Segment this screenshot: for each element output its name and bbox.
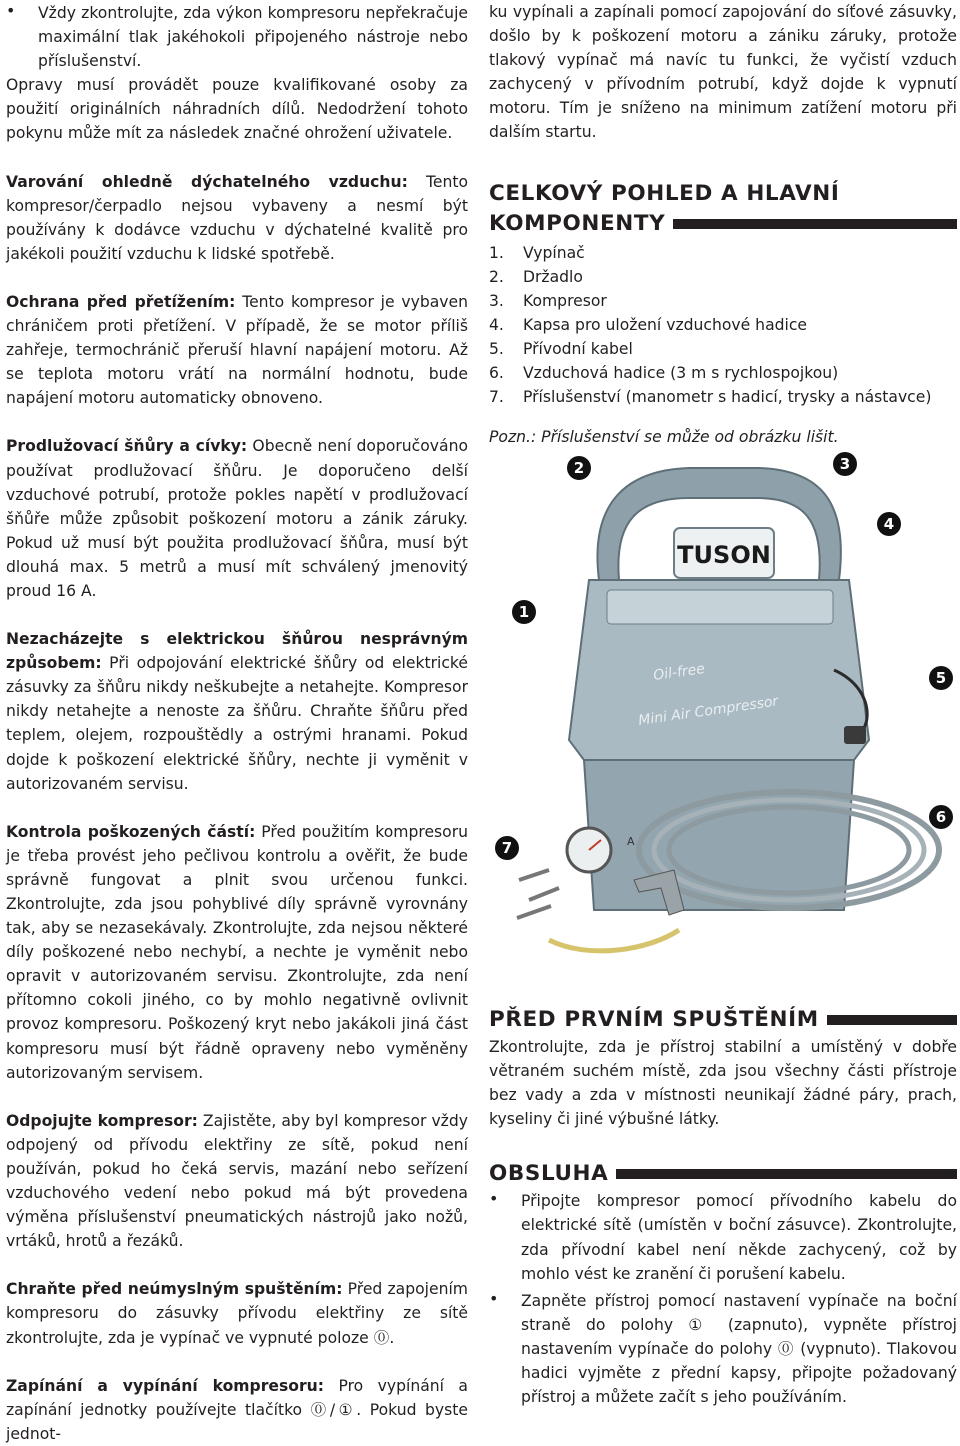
list-item bbox=[489, 361, 957, 385]
section-text: Před zapojením kompresoru do zásuvky přívodu elektřiny ze sítě zkontrolujte, zda je vypínač ve vypnuté poloze ⓪. bbox=[6, 1280, 468, 1347]
operation-bullet-2 bbox=[489, 1289, 957, 1409]
right-column-lower bbox=[489, 1005, 957, 1409]
section-breathing-air bbox=[6, 170, 468, 266]
section-title: Ochrana před přetížením: bbox=[6, 292, 236, 311]
section-extension-cords bbox=[6, 434, 468, 603]
accessory-hose bbox=[549, 930, 679, 951]
note: Pozn.: Příslušenství se může od obrázku lišit. bbox=[489, 428, 839, 447]
before-first-start-text: Zkontrolujte, zda je přístroj stabilní a umístěný v dobře větraném suchém místě, zda jsou všechny části přístroje bez vady a zda v místnosti neunikají žádné páry, prach, kyseliny či jiné výbušné látky. bbox=[489, 1038, 957, 1129]
item-label: Držadlo bbox=[523, 267, 583, 286]
before-first-start-heading bbox=[489, 1005, 957, 1035]
gauge-letter: A bbox=[627, 835, 635, 848]
list-item bbox=[489, 241, 957, 265]
hose-pocket bbox=[607, 590, 833, 624]
item-number: 2. bbox=[489, 267, 504, 286]
item-label: Kapsa pro uložení vzduchové hadice bbox=[523, 315, 808, 334]
section-title: Varování ohledně dýchatelného vzduchu: bbox=[6, 172, 408, 191]
marker-7: 7 bbox=[495, 836, 519, 860]
section-overload bbox=[6, 290, 468, 410]
section-title: Prodlužovací šňůry a cívky: bbox=[6, 437, 248, 456]
right-column bbox=[489, 0, 957, 449]
before-first-start-heading-text: PŘED PRVNÍM SPUŠTĚNÍM bbox=[489, 1007, 819, 1032]
marker-4: 4 bbox=[877, 512, 901, 536]
section-text: Při odpojování elektrické šňůry od elektrické zásuvky za šňůru nikdy neškubejte a netahejte. Kompresor nikdy netahejte a nenoste za šňůru. Chraňte šňůru před teplem, olejem, rozpouštědly a ostrými hranami. Pokud dojde k poškození elektrické šňůry, nechte ji vyměnit v autorizovaném servisu. bbox=[6, 654, 468, 793]
item-number: 1. bbox=[489, 243, 504, 262]
section-text: Zajistěte, aby byl kompresor vždy odpojený od přívodu elektřiny ze sítě, pokud není používán, pokud ho čeká servis, mazání nebo seřízení vzduchového vedení nebo pokud má být provedena výměna příslušenství pneumatických nástrojů jako nožů, vrtáků, hrotů a řezáků. bbox=[6, 1111, 468, 1251]
section-title: Odpojujte kompresor: bbox=[6, 1111, 198, 1130]
item-number: 3. bbox=[489, 291, 504, 310]
heading-rule bbox=[616, 1169, 957, 1179]
operation-heading bbox=[489, 1159, 957, 1189]
section-unintended-start bbox=[6, 1277, 468, 1349]
list-item bbox=[489, 385, 957, 409]
section-disconnect bbox=[6, 1109, 468, 1254]
section-damaged-parts bbox=[6, 820, 468, 1085]
marker-3: 3 bbox=[833, 452, 857, 476]
bullet-dot: • bbox=[489, 1189, 499, 1209]
side-text-oil-free: Oil-free bbox=[652, 660, 706, 684]
list-item bbox=[489, 337, 957, 361]
intro-bullet-text: Vždy zkontrolujte, zda výkon kompresoru nepřekračuje maximální tlak jakéhokoli připojeného nástroje nebo příslušenství. bbox=[38, 4, 468, 71]
section-power-cord bbox=[6, 627, 468, 796]
bullet-dot: • bbox=[6, 1, 16, 20]
marker-5: 5 bbox=[929, 666, 953, 690]
marker-6: 6 bbox=[929, 805, 953, 829]
section-title: Chraňte před neúmyslným spuštěním: bbox=[6, 1280, 343, 1299]
item-label: Přívodní kabel bbox=[523, 339, 633, 358]
compressor-figure bbox=[489, 440, 957, 990]
item-number: 5. bbox=[489, 339, 504, 358]
section-text: Tento kompresor/čerpadlo nejsou vybaveny a nesmí být používány k dodávce vzduchu v dýchatelné kvalitě pro jakékoli použití vzduchu k lidské spotřebě. bbox=[6, 172, 468, 263]
operation-heading-text: OBSLUHA bbox=[489, 1161, 609, 1187]
item-label: Vzduchová hadice (3 m s rychlospojkou) bbox=[523, 364, 839, 383]
item-label: Kompresor bbox=[523, 291, 607, 310]
marker-1: 1 bbox=[512, 600, 536, 624]
bullet-dot: • bbox=[489, 1288, 499, 1308]
list-item bbox=[489, 289, 957, 313]
heading-rule bbox=[673, 219, 957, 229]
heading-rule bbox=[827, 1015, 957, 1025]
section-title: Kontrola poškozených částí: bbox=[6, 822, 256, 841]
plug bbox=[844, 726, 866, 744]
section-title: Nezacházejte s elektrickou šňůrou nesprávným způsobem: bbox=[6, 630, 468, 673]
list-item bbox=[489, 313, 957, 337]
section-text: Před použitím kompresoru je třeba provést jeho pečlivou kontrolu a ověřit, že bude správně fungovat a plnit svou určenou funkci. Zkontrolujte, zda jsou pohyblivé díly správně vyrovnány tak, aby se nezasekávaly. Zkontrolujte, zda nejsou některé díly poškozené nebo nechybí, a nechte je vyměnit nebo opravit v autorizovaném servisu. Zkontrolujte, zda není přítomno cokoli jiného, co by mohlo negativně ovlivnit provoz kompresoru. Poškozený kryt nebo jakákoli jiná část kompresoru musí být řádně opraveny nebo vyměněny autorizovaným servisem. bbox=[6, 822, 468, 1082]
item-number: 6. bbox=[489, 364, 504, 383]
section-text: Pro vypínání a zapínání jednotky používejte tlačítko ⓪/①. Pokud byste jednot- bbox=[6, 1376, 468, 1443]
list-item bbox=[489, 265, 957, 289]
operation-bullet-text: Připojte kompresor pomocí přívodního kabelu do elektrické sítě (umístěn v boční zásuvce). Zkontrolujte, zda přívodní kabel není někde zachycený, což by mohlo vést ke zranění či porušení kabelu. bbox=[521, 1192, 957, 1283]
overview-heading bbox=[489, 179, 957, 239]
components-list bbox=[489, 241, 957, 410]
operation-bullet-text: Zapněte přístroj pomocí nastavení vypínače na boční straně do polohy ① (zapnuto), vypněte přístroj nastavením vypínače do polohy ⓪ (vypnuto). Tlakovou hadici vyjměte z přední kapsy, připojte požadovaný přístroj a můžete začít s jeho používáním. bbox=[521, 1291, 957, 1407]
overview-heading-line1: CELKOVÝ POHLED A HLAVNÍ bbox=[489, 180, 840, 206]
section-text: Obecně není doporučováno používat prodlužovací šňůru. Je doporučeno delší vzduchové potrubí, protože pokles napětí v prodlužovací šňůře může způsobit poškození motoru a zánik záruky. Pokud už musí být použita prodlužovací šňůra, musí být dlouhá max. 5 metrů a musí mít schválený jmenovitý proud 16 A. bbox=[6, 437, 468, 600]
section-text: Tento kompresor je vybaven chráničem proti přetížení. V případě, že se motor příliš zahřeje, termochránič přeruší hlavní napájení motoru. Až se teplota motoru vrátí na normální hodnotu, bude napájení motoru automaticky obnoveno. bbox=[6, 292, 469, 408]
intro-bullet bbox=[6, 1, 468, 73]
overview-heading-line2 bbox=[489, 209, 957, 239]
overview-heading-line2-text: KOMPONENTY bbox=[489, 210, 666, 236]
left-column bbox=[6, 0, 468, 1446]
item-number: 7. bbox=[489, 388, 504, 407]
side-text-model: Mini Air Compressor bbox=[637, 693, 780, 729]
operation-bullet-1 bbox=[489, 1189, 957, 1285]
section-title: Zapínání a vypínání kompresoru: bbox=[6, 1376, 324, 1395]
brand-logo: TUSON bbox=[677, 541, 771, 569]
intro-paragraph: Opravy musí provádět pouze kvalifikované osoby za použití originálních náhradních dílů. Nedodržení tohoto pokynu může mít za následek značné ohrožení uživatele. bbox=[6, 76, 468, 143]
marker-2: 2 bbox=[567, 456, 591, 480]
item-label: Vypínač bbox=[523, 243, 585, 262]
continued-text: ku vypínali a zapínali pomocí zapojování do síťové zásuvky, došlo by k poškození motoru a zániku záruky, protože tlakový vypínač má navíc tu funkci, že vyčistí vzduch zachycený v přívodním potrubí, když dojde k vypnutí motoru. Tím je sníženo na minimum zatížení motoru při dalším startu. bbox=[489, 3, 957, 142]
item-label: Příslušenství (manometr s hadicí, trysky a nástavce) bbox=[523, 388, 932, 407]
item-number: 4. bbox=[489, 315, 504, 334]
